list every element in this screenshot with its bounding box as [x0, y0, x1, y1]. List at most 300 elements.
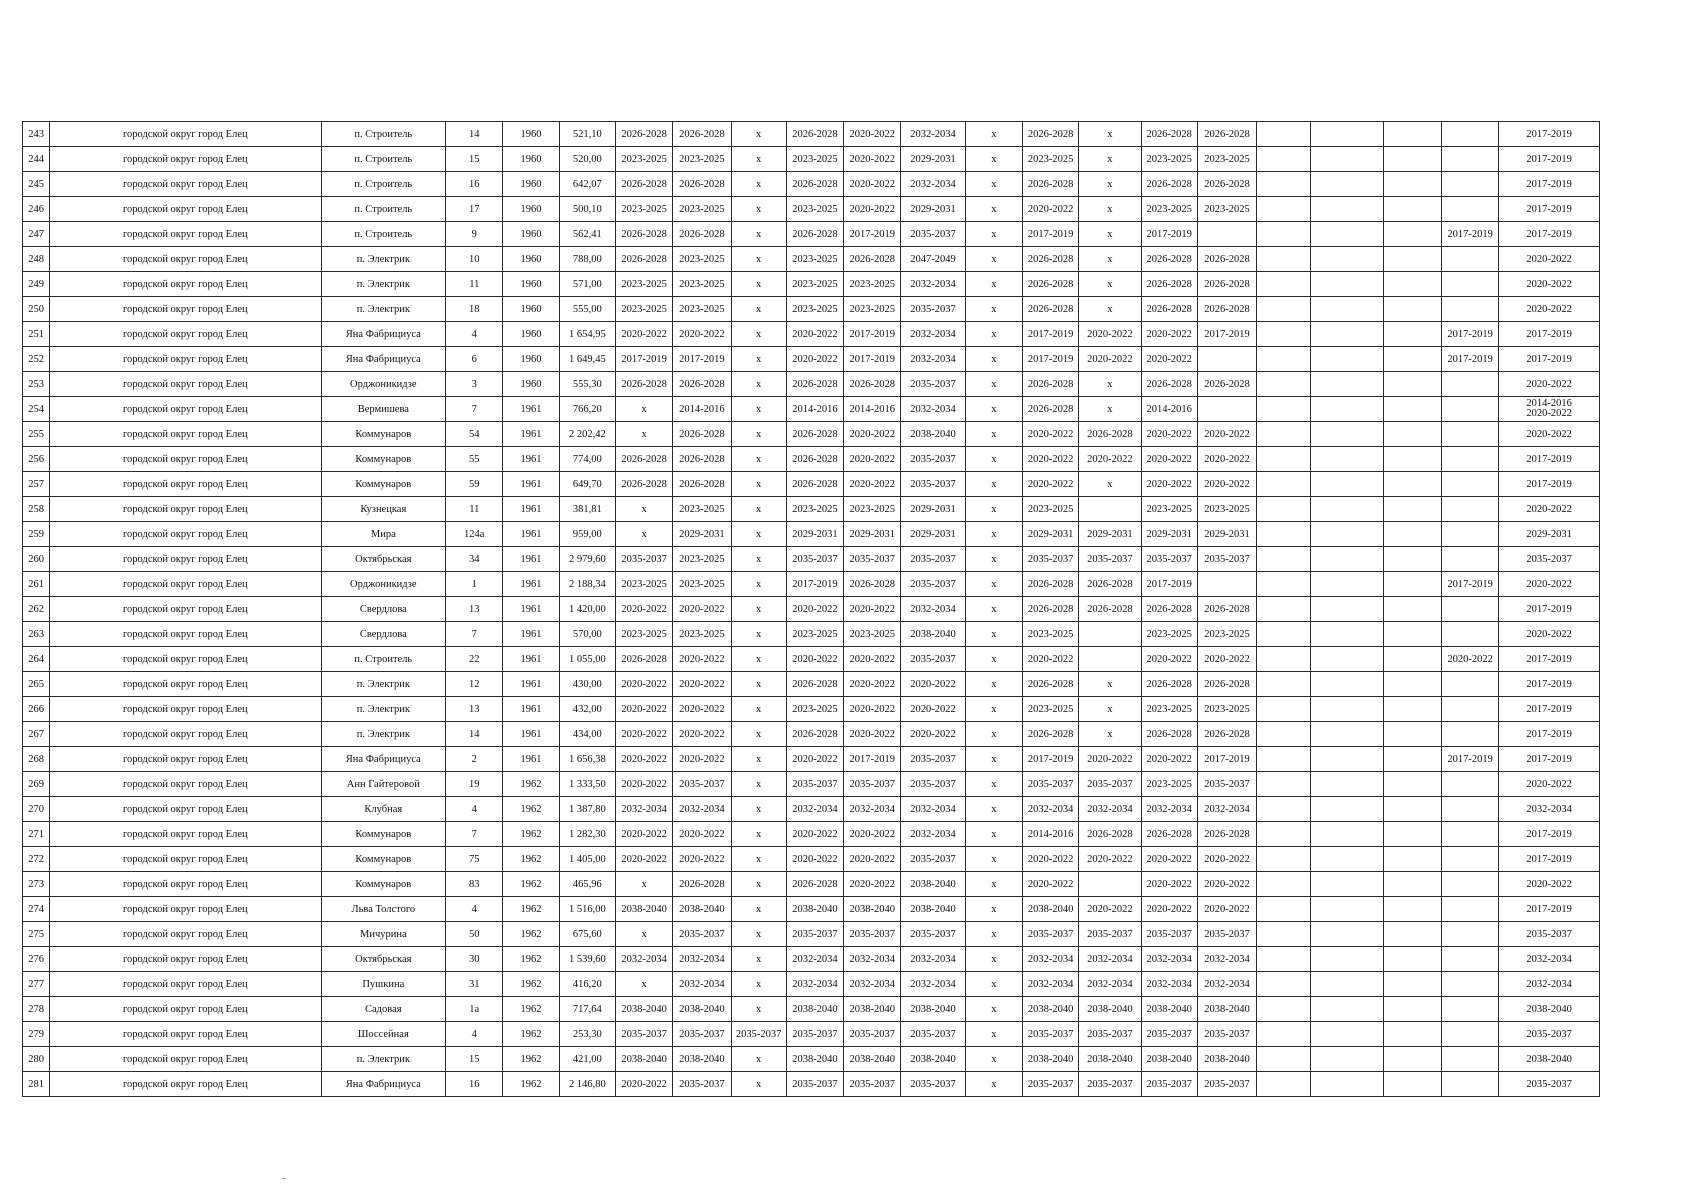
period-4-cell: 2023-2025 [786, 697, 843, 722]
build-year-cell: 1961 [503, 497, 559, 522]
period-4-cell: 2020-2022 [786, 822, 843, 847]
period-9-cell: 2026-2028 [1079, 597, 1141, 622]
period-3-cell: х [731, 722, 786, 747]
period-5-cell: 2032-2034 [844, 972, 901, 997]
table-row [23, 372, 1600, 397]
period-14-cell [1383, 672, 1441, 697]
municipality-cell: городской округ город Елец [50, 247, 321, 272]
period-12-cell [1257, 197, 1311, 222]
period-2-cell: 2020-2022 [673, 747, 731, 772]
period-14-cell [1383, 997, 1441, 1022]
scan-speck [282, 1178, 285, 1179]
period-1-cell: х [615, 497, 672, 522]
table-row [23, 247, 1600, 272]
period-2-cell: 2023-2025 [673, 497, 731, 522]
period-7-cell: х [965, 572, 1022, 597]
municipality-cell: городской округ город Елец [50, 1072, 321, 1097]
period-15-cell [1442, 722, 1499, 747]
house-number-cell: 4 [446, 797, 503, 822]
period-6-cell: 2035-2037 [901, 847, 965, 872]
period-5-cell: 2035-2037 [844, 772, 901, 797]
period-9-cell [1079, 872, 1141, 897]
house-number-cell: 4 [446, 1022, 503, 1047]
area-cell: 555,00 [559, 297, 615, 322]
street-cell: п. Строитель [321, 147, 446, 172]
area-cell: 774,00 [559, 447, 615, 472]
period-10-cell: 2032-2034 [1141, 797, 1197, 822]
period-3-cell: х [731, 172, 786, 197]
period-14-cell [1383, 322, 1441, 347]
period-8-cell: 2035-2037 [1022, 1072, 1078, 1097]
period-9-cell: 2035-2037 [1079, 1022, 1141, 1047]
period-1-cell: 2020-2022 [615, 822, 672, 847]
period-13-cell [1311, 322, 1383, 347]
period-8-cell: 2026-2028 [1022, 172, 1078, 197]
period-7-cell: х [965, 522, 1022, 547]
period-2-cell: 2020-2022 [673, 847, 731, 872]
municipality-cell: городской округ город Елец [50, 322, 321, 347]
period-12-cell [1257, 522, 1311, 547]
period-5-cell: 2023-2025 [844, 622, 901, 647]
period-2-cell: 2026-2028 [673, 422, 731, 447]
period-7-cell: х [965, 772, 1022, 797]
municipality-cell: городской округ город Елец [50, 347, 321, 372]
period-15-cell [1442, 922, 1499, 947]
row-number-cell: 264 [23, 647, 50, 672]
period-11-cell: 2017-2019 [1197, 747, 1256, 772]
street-cell: п. Строитель [321, 122, 446, 147]
municipality-cell: городской округ город Елец [50, 997, 321, 1022]
period-7-cell: х [965, 622, 1022, 647]
period-12-cell [1257, 272, 1311, 297]
period-4-cell: 2023-2025 [786, 147, 843, 172]
period-14-cell [1383, 797, 1441, 822]
period-1-cell: 2020-2022 [615, 722, 672, 747]
period-2-cell: 2035-2037 [673, 1022, 731, 1047]
build-year-cell: 1960 [503, 122, 559, 147]
municipality-cell: городской округ город Елец [50, 147, 321, 172]
house-number-cell: 10 [446, 247, 503, 272]
period-15-cell [1442, 1072, 1499, 1097]
period-5-cell: 2014-2016 [844, 397, 901, 422]
period-16-cell: 2020-2022 [1499, 572, 1600, 597]
area-cell: 1 539,60 [559, 947, 615, 972]
period-14-cell [1383, 872, 1441, 897]
row-number-cell: 247 [23, 222, 50, 247]
period-8-cell: 2026-2028 [1022, 722, 1078, 747]
period-8-cell: 2029-2031 [1022, 522, 1078, 547]
period-4-cell: 2026-2028 [786, 872, 843, 897]
period-14-cell [1383, 472, 1441, 497]
period-7-cell: х [965, 872, 1022, 897]
period-1-cell: 2026-2028 [615, 447, 672, 472]
house-number-cell: 16 [446, 1072, 503, 1097]
period-12-cell [1257, 872, 1311, 897]
build-year-cell: 1961 [503, 572, 559, 597]
period-13-cell [1311, 522, 1383, 547]
area-cell: 642,07 [559, 172, 615, 197]
table-row [23, 222, 1600, 247]
period-11-cell: 2023-2025 [1197, 147, 1256, 172]
period-12-cell [1257, 1022, 1311, 1047]
table-row [23, 522, 1600, 547]
municipality-cell: городской округ город Елец [50, 522, 321, 547]
period-16-cell: 2020-2022 [1499, 622, 1600, 647]
street-cell: Мичурина [321, 922, 446, 947]
period-9-cell [1079, 622, 1141, 647]
period-14-cell [1383, 972, 1441, 997]
period-5-cell: 2023-2025 [844, 497, 901, 522]
period-1-cell: 2023-2025 [615, 622, 672, 647]
period-5-cell: 2017-2019 [844, 347, 901, 372]
period-6-cell: 2035-2037 [901, 922, 965, 947]
street-cell: Анн Гайтеровой [321, 772, 446, 797]
table-row [23, 822, 1600, 847]
period-12-cell [1257, 122, 1311, 147]
municipality-cell: городской округ город Елец [50, 872, 321, 897]
period-6-cell: 2032-2034 [901, 397, 965, 422]
period-7-cell: х [965, 697, 1022, 722]
period-13-cell [1311, 222, 1383, 247]
period-14-cell [1383, 747, 1441, 772]
area-cell: 430,00 [559, 672, 615, 697]
table-row [23, 672, 1600, 697]
period-5-cell: 2020-2022 [844, 672, 901, 697]
build-year-cell: 1961 [503, 747, 559, 772]
period-9-cell: 2038-2040 [1079, 997, 1141, 1022]
period-3-cell: х [731, 822, 786, 847]
period-10-cell: 2020-2022 [1141, 872, 1197, 897]
period-8-cell: 2023-2025 [1022, 497, 1078, 522]
period-8-cell: 2020-2022 [1022, 422, 1078, 447]
period-3-cell: х [731, 672, 786, 697]
period-16-cell: 2032-2034 [1499, 797, 1600, 822]
period-1-cell: 2020-2022 [615, 697, 672, 722]
street-cell: Свердлова [321, 597, 446, 622]
street-cell: Яна Фабрициуса [321, 322, 446, 347]
table-row [23, 572, 1600, 597]
period-14-cell [1383, 397, 1441, 422]
build-year-cell: 1961 [503, 647, 559, 672]
period-15-cell [1442, 197, 1499, 222]
street-cell: п. Электрик [321, 697, 446, 722]
period-12-cell [1257, 222, 1311, 247]
period-8-cell: 2038-2040 [1022, 997, 1078, 1022]
period-15-cell [1442, 172, 1499, 197]
period-13-cell [1311, 872, 1383, 897]
period-14-cell [1383, 347, 1441, 372]
street-cell: Клубная [321, 797, 446, 822]
municipality-cell: городской округ город Елец [50, 122, 321, 147]
period-8-cell: 2026-2028 [1022, 122, 1078, 147]
period-16-cell: 2017-2019 [1499, 647, 1600, 672]
period-13-cell [1311, 247, 1383, 272]
period-16-cell: 2020-2022 [1499, 297, 1600, 322]
period-6-cell: 2032-2034 [901, 322, 965, 347]
street-cell: п. Электрик [321, 672, 446, 697]
street-cell: Яна Фабрициуса [321, 747, 446, 772]
period-16-cell: 2017-2019 [1499, 147, 1600, 172]
area-cell: 766,20 [559, 397, 615, 422]
period-13-cell [1311, 747, 1383, 772]
period-11-cell: 2038-2040 [1197, 997, 1256, 1022]
build-year-cell: 1961 [503, 622, 559, 647]
period-13-cell [1311, 497, 1383, 522]
area-cell: 1 055,00 [559, 647, 615, 672]
period-2-cell: 2026-2028 [673, 172, 731, 197]
period-10-cell: 2023-2025 [1141, 772, 1197, 797]
period-10-cell: 2020-2022 [1141, 647, 1197, 672]
period-14-cell [1383, 622, 1441, 647]
municipality-cell: городской округ город Елец [50, 772, 321, 797]
build-year-cell: 1961 [503, 697, 559, 722]
period-8-cell: 2026-2028 [1022, 597, 1078, 622]
period-2-cell: 2035-2037 [673, 1072, 731, 1097]
period-4-cell: 2035-2037 [786, 1022, 843, 1047]
period-8-cell: 2038-2040 [1022, 1047, 1078, 1072]
period-1-cell: 2035-2037 [615, 1022, 672, 1047]
period-14-cell [1383, 272, 1441, 297]
period-10-cell: 2014-2016 [1141, 397, 1197, 422]
period-12-cell [1257, 622, 1311, 647]
period-13-cell [1311, 272, 1383, 297]
period-1-cell: 2020-2022 [615, 1072, 672, 1097]
period-13-cell [1311, 922, 1383, 947]
period-7-cell: х [965, 222, 1022, 247]
period-15-cell: 2017-2019 [1442, 347, 1499, 372]
period-1-cell: х [615, 872, 672, 897]
period-3-cell: х [731, 922, 786, 947]
period-1-cell: 2032-2034 [615, 947, 672, 972]
period-3-cell: х [731, 1047, 786, 1072]
period-6-cell: 2038-2040 [901, 1047, 965, 1072]
period-4-cell: 2017-2019 [786, 572, 843, 597]
period-11-cell: 2020-2022 [1197, 847, 1256, 872]
municipality-cell: городской округ город Елец [50, 647, 321, 672]
period-16-cell: 2020-2022 [1499, 422, 1600, 447]
area-cell: 253,30 [559, 1022, 615, 1047]
period-3-cell: х [731, 122, 786, 147]
house-number-cell: 75 [446, 847, 503, 872]
period-7-cell: х [965, 347, 1022, 372]
build-year-cell: 1960 [503, 347, 559, 372]
period-9-cell: 2020-2022 [1079, 347, 1141, 372]
period-2-cell: 2023-2025 [673, 297, 731, 322]
period-9-cell: 2020-2022 [1079, 447, 1141, 472]
period-11-cell: 2023-2025 [1197, 197, 1256, 222]
municipality-cell: городской округ город Елец [50, 722, 321, 747]
period-8-cell: 2026-2028 [1022, 297, 1078, 322]
period-16-cell: 2017-2019 [1499, 897, 1600, 922]
area-cell: 1 282,30 [559, 822, 615, 847]
period-14-cell [1383, 247, 1441, 272]
municipality-cell: городской округ город Елец [50, 472, 321, 497]
period-5-cell: 2017-2019 [844, 222, 901, 247]
period-13-cell [1311, 172, 1383, 197]
period-14-cell [1383, 772, 1441, 797]
area-cell: 521,10 [559, 122, 615, 147]
period-4-cell: 2026-2028 [786, 222, 843, 247]
period-13-cell [1311, 822, 1383, 847]
table-row [23, 847, 1600, 872]
period-5-cell: 2035-2037 [844, 1072, 901, 1097]
period-10-cell: 2020-2022 [1141, 472, 1197, 497]
period-12-cell [1257, 372, 1311, 397]
period-14-cell [1383, 847, 1441, 872]
period-16-cell: 2020-2022 [1499, 372, 1600, 397]
period-16-cell: 2038-2040 [1499, 1047, 1600, 1072]
period-11-cell: 2026-2028 [1197, 722, 1256, 747]
table-row [23, 472, 1600, 497]
period-7-cell: х [965, 997, 1022, 1022]
period-16-cell: 2017-2019 [1499, 322, 1600, 347]
period-7-cell: х [965, 197, 1022, 222]
period-2-cell: 2032-2034 [673, 797, 731, 822]
period-5-cell: 2020-2022 [844, 597, 901, 622]
period-6-cell: 2038-2040 [901, 897, 965, 922]
period-2-cell: 2020-2022 [673, 597, 731, 622]
period-11-cell: 2020-2022 [1197, 872, 1256, 897]
period-8-cell: 2035-2037 [1022, 547, 1078, 572]
period-7-cell: х [965, 647, 1022, 672]
period-15-cell [1442, 147, 1499, 172]
period-3-cell: х [731, 622, 786, 647]
period-3-cell: х [731, 472, 786, 497]
period-7-cell: х [965, 1047, 1022, 1072]
period-15-cell [1442, 247, 1499, 272]
street-cell: п. Электрик [321, 297, 446, 322]
period-13-cell [1311, 947, 1383, 972]
period-9-cell [1079, 497, 1141, 522]
period-5-cell: 2023-2025 [844, 272, 901, 297]
house-number-cell: 7 [446, 822, 503, 847]
period-14-cell [1383, 922, 1441, 947]
period-12-cell [1257, 297, 1311, 322]
house-number-cell: 3 [446, 372, 503, 397]
house-number-cell: 4 [446, 897, 503, 922]
period-6-cell: 2032-2034 [901, 272, 965, 297]
area-cell: 959,00 [559, 522, 615, 547]
period-2-cell: 2026-2028 [673, 447, 731, 472]
house-number-cell: 17 [446, 197, 503, 222]
table-row [23, 122, 1600, 147]
period-5-cell: 2026-2028 [844, 372, 901, 397]
period-6-cell: 2035-2037 [901, 747, 965, 772]
period-4-cell: 2038-2040 [786, 997, 843, 1022]
street-cell: п. Строитель [321, 647, 446, 672]
build-year-cell: 1960 [503, 247, 559, 272]
period-15-cell [1442, 372, 1499, 397]
municipality-cell: городской округ город Елец [50, 1047, 321, 1072]
period-11-cell: 2026-2028 [1197, 672, 1256, 697]
period-10-cell: 2017-2019 [1141, 222, 1197, 247]
period-13-cell [1311, 597, 1383, 622]
build-year-cell: 1961 [503, 722, 559, 747]
period-1-cell: х [615, 522, 672, 547]
period-14-cell [1383, 422, 1441, 447]
street-cell: Коммунаров [321, 472, 446, 497]
period-10-cell: 2026-2028 [1141, 172, 1197, 197]
period-5-cell: 2035-2037 [844, 922, 901, 947]
period-6-cell: 2047-2049 [901, 247, 965, 272]
period-7-cell: х [965, 722, 1022, 747]
period-14-cell [1383, 697, 1441, 722]
period-6-cell: 2035-2037 [901, 572, 965, 597]
period-10-cell: 2029-2031 [1141, 522, 1197, 547]
municipality-cell: городской округ город Елец [50, 172, 321, 197]
period-15-cell [1442, 122, 1499, 147]
period-10-cell: 2017-2019 [1141, 572, 1197, 597]
municipality-cell: городской округ город Елец [50, 847, 321, 872]
period-4-cell: 2020-2022 [786, 847, 843, 872]
period-15-cell [1442, 1022, 1499, 1047]
period-5-cell: 2032-2034 [844, 797, 901, 822]
period-8-cell: 2026-2028 [1022, 397, 1078, 422]
period-13-cell [1311, 122, 1383, 147]
period-12-cell [1257, 747, 1311, 772]
period-13-cell [1311, 547, 1383, 572]
period-14-cell [1383, 297, 1441, 322]
period-7-cell: х [965, 472, 1022, 497]
street-cell: Мира [321, 522, 446, 547]
period-7-cell: х [965, 947, 1022, 972]
period-13-cell [1311, 147, 1383, 172]
period-1-cell: 2035-2037 [615, 547, 672, 572]
period-8-cell: 2032-2034 [1022, 947, 1078, 972]
period-5-cell: 2038-2040 [844, 897, 901, 922]
period-10-cell: 2026-2028 [1141, 272, 1197, 297]
period-11-cell: 2020-2022 [1197, 472, 1256, 497]
period-8-cell: 2032-2034 [1022, 972, 1078, 997]
build-year-cell: 1961 [503, 522, 559, 547]
period-12-cell [1257, 347, 1311, 372]
period-13-cell [1311, 1047, 1383, 1072]
build-year-cell: 1962 [503, 772, 559, 797]
period-1-cell: х [615, 397, 672, 422]
period-13-cell [1311, 897, 1383, 922]
period-11-cell: 2023-2025 [1197, 497, 1256, 522]
table-row [23, 997, 1600, 1022]
period-12-cell [1257, 972, 1311, 997]
build-year-cell: 1962 [503, 847, 559, 872]
period-7-cell: х [965, 397, 1022, 422]
period-2-cell: 2020-2022 [673, 647, 731, 672]
period-4-cell: 2020-2022 [786, 747, 843, 772]
period-5-cell: 2035-2037 [844, 547, 901, 572]
street-cell: Вермишева [321, 397, 446, 422]
period-12-cell [1257, 147, 1311, 172]
period-4-cell: 2023-2025 [786, 622, 843, 647]
municipality-cell: городской округ город Елец [50, 372, 321, 397]
house-number-cell: 13 [446, 697, 503, 722]
period-5-cell: 2020-2022 [844, 647, 901, 672]
period-12-cell [1257, 422, 1311, 447]
period-9-cell: х [1079, 272, 1141, 297]
period-10-cell: 2020-2022 [1141, 422, 1197, 447]
period-13-cell [1311, 297, 1383, 322]
period-15-cell [1442, 872, 1499, 897]
period-13-cell [1311, 572, 1383, 597]
house-number-cell: 54 [446, 422, 503, 447]
row-number-cell: 259 [23, 522, 50, 547]
area-cell: 649,70 [559, 472, 615, 497]
street-cell: п. Строитель [321, 222, 446, 247]
period-4-cell: 2026-2028 [786, 372, 843, 397]
period-9-cell: х [1079, 472, 1141, 497]
street-cell: п. Электрик [321, 1047, 446, 1072]
area-cell: 2 202,42 [559, 422, 615, 447]
municipality-cell: городской округ город Елец [50, 697, 321, 722]
